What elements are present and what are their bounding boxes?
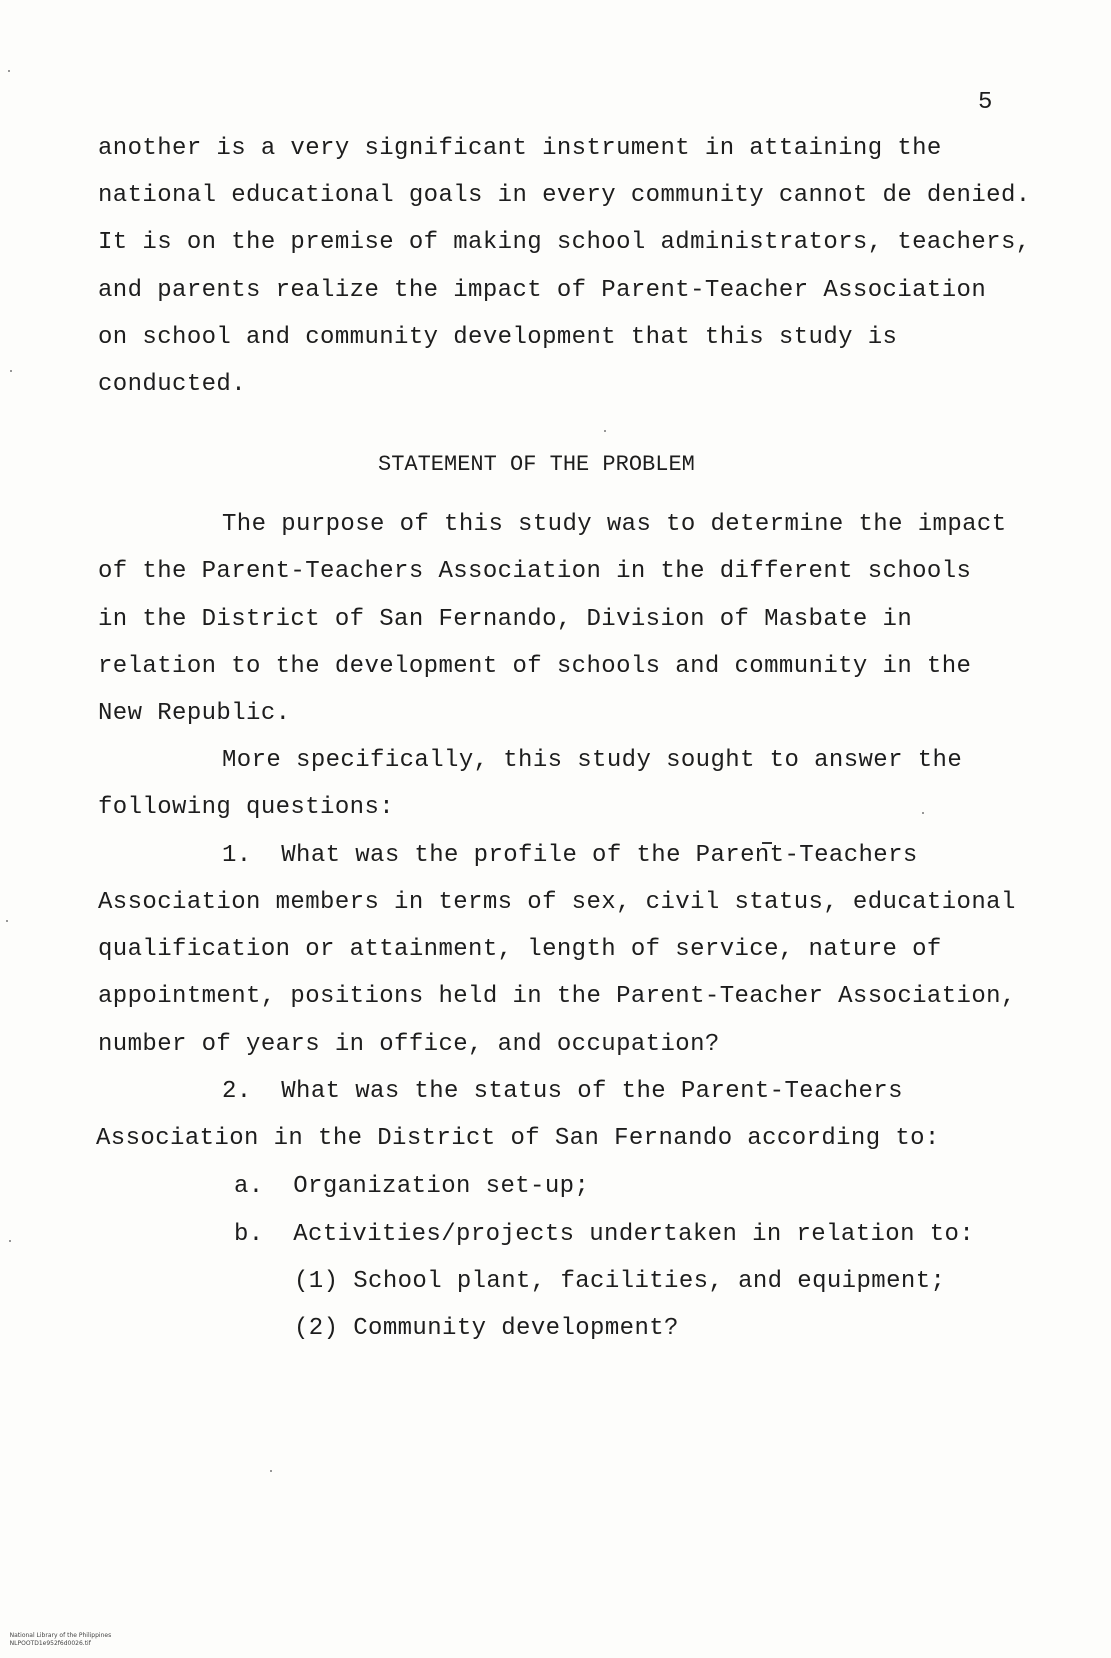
purpose-line-4: relation to the development of schools and community in the bbox=[98, 653, 972, 680]
purpose-line-3: in the District of San Fernando, Division of Masbate in bbox=[98, 606, 913, 633]
question-2-line-2: Association in the District of San Fernando according to: bbox=[96, 1125, 940, 1152]
specific-line-1: More specifically, this study sought to answer the bbox=[222, 747, 963, 774]
sub-sub-item-2: (2) Community development? bbox=[294, 1315, 679, 1342]
page-number: 5 bbox=[978, 89, 993, 116]
question-1-line-5: number of years in office, and occupation? bbox=[98, 1031, 720, 1058]
purpose-line-5: New Republic. bbox=[98, 700, 291, 727]
question-1-line-4: appointment, positions held in the Parent-Teacher Association, bbox=[98, 983, 1016, 1010]
scan-speck bbox=[10, 370, 12, 372]
specific-line-2: following questions: bbox=[98, 794, 395, 821]
scan-footer bbox=[2, 1624, 129, 1656]
question-1-line-1: 1. What was the profile of the Parent-Teachers bbox=[222, 842, 918, 869]
scan-speck bbox=[270, 1470, 272, 1472]
question-1-line-2: Association members in terms of sex, civil status, educational bbox=[98, 889, 1016, 916]
purpose-line-1: The purpose of this study was to determine the impact bbox=[222, 511, 1007, 538]
purpose-line-2: of the Parent-Teachers Association in the different schools bbox=[98, 558, 972, 585]
scan-speck bbox=[9, 1240, 11, 1242]
intro-line-1: another is a very significant instrument in attaining the bbox=[98, 135, 942, 162]
footer-library: National Library of the Philippines bbox=[9, 1632, 112, 1639]
intro-line-2: national educational goals in every community cannot de denied. bbox=[98, 182, 1031, 209]
intro-line-5: on school and community development that this study is bbox=[98, 324, 898, 351]
section-heading: STATEMENT OF THE PROBLEM bbox=[378, 452, 695, 477]
intro-line-4: and parents realize the impact of Parent-Teacher Association bbox=[98, 277, 987, 304]
intro-line-6: conducted. bbox=[98, 371, 247, 398]
question-2-line-1: 2. What was the status of the Parent-Teachers bbox=[222, 1078, 903, 1105]
sub-item-a: a. Organization set-up; bbox=[234, 1173, 590, 1200]
sub-sub-item-1: (1) School plant, facilities, and equipment; bbox=[294, 1268, 946, 1295]
scan-speck bbox=[604, 430, 606, 432]
sub-item-b: b. Activities/projects undertaken in relation to: bbox=[234, 1221, 975, 1248]
scan-speck bbox=[6, 920, 8, 922]
intro-line-3: It is on the premise of making school administrators, teachers, bbox=[98, 229, 1031, 256]
footer-code: NLPOOTD1e952f6d0026.tif bbox=[9, 1640, 91, 1647]
question-1-line-3: qualification or attainment, length of service, nature of bbox=[98, 936, 942, 963]
scan-speck bbox=[8, 70, 10, 72]
scan-speck bbox=[922, 812, 924, 814]
